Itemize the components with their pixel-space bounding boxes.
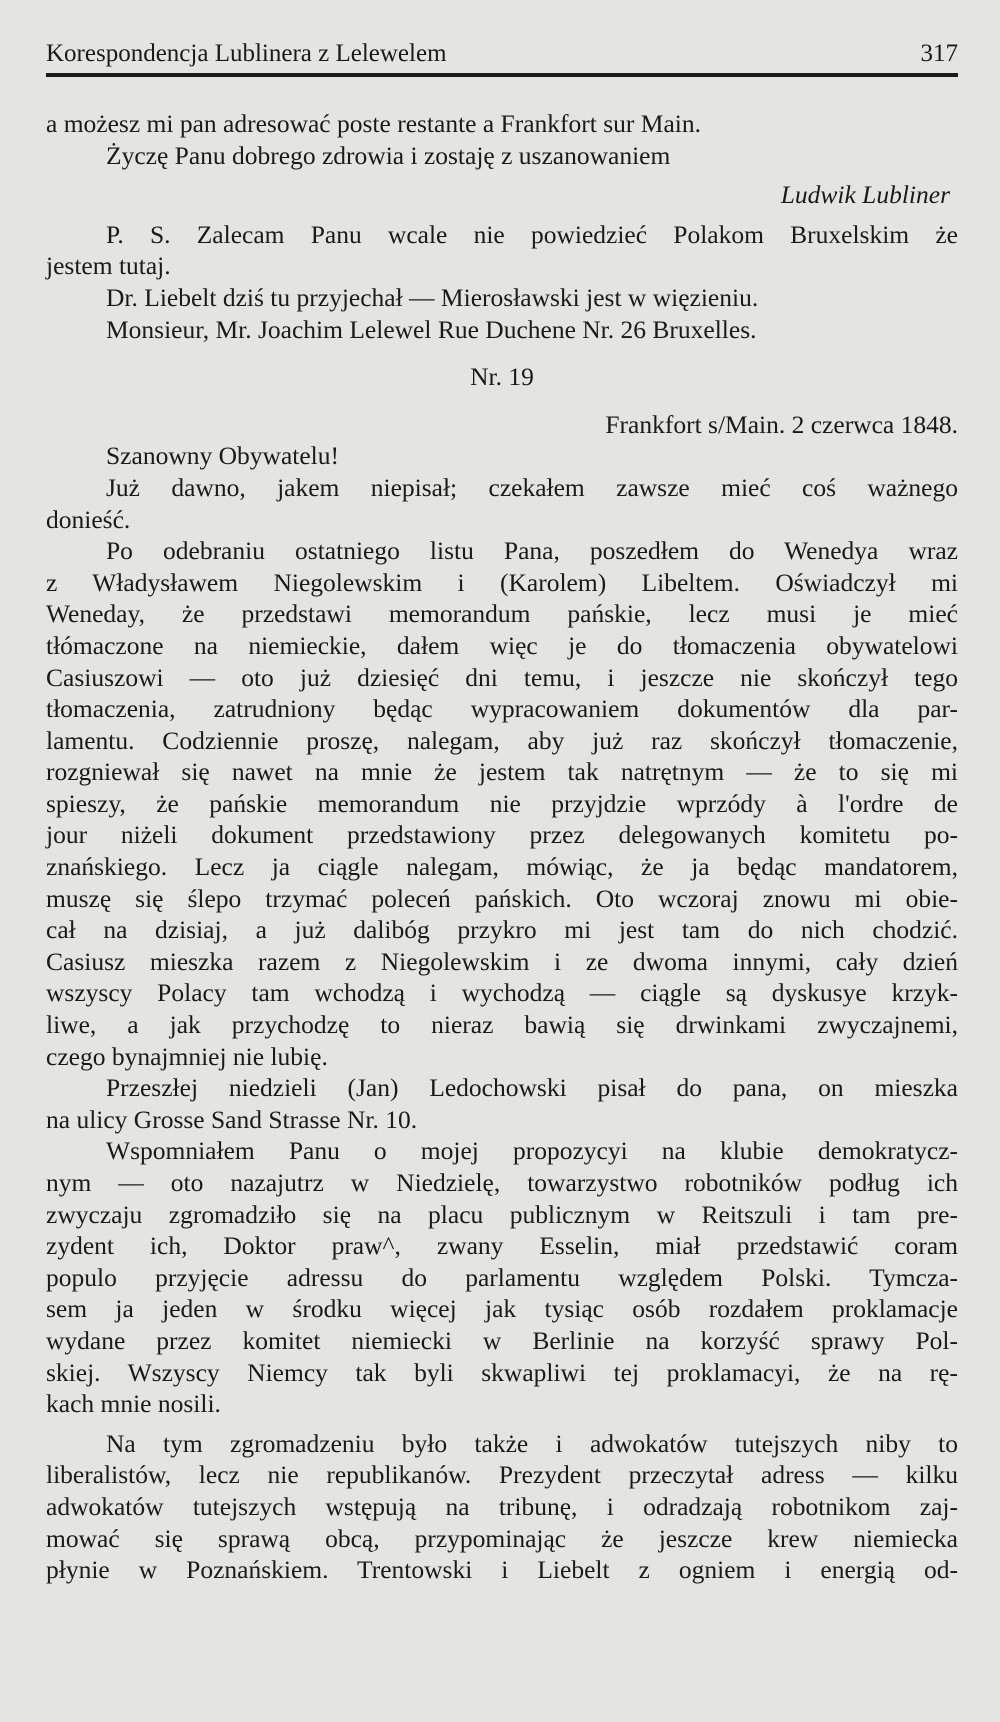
- salutation: Szanowny Obywatelu!: [106, 441, 339, 471]
- text-line: płynie w Poznańskiem. Trentowski i Liebelt z ogniem i energią od-: [46, 1555, 958, 1585]
- text-line: a możesz mi pan adresować poste restante a Frankfort sur Main.: [46, 109, 701, 138]
- text-line: mować się sprawą obcą, przypominając że jeszcze krew niemiecka: [46, 1523, 958, 1553]
- postscript-line: jestem tutaj.: [46, 251, 171, 281]
- text-line: populo przyjęcie adressu do parlamentu względem Polski. Tymcza-: [46, 1262, 958, 1292]
- text-line: muszę się ślepo trzymać poleceń pańskich. Oto wczoraj znowu mi obie-: [46, 883, 958, 913]
- text-line: liberalistów, lecz nie republikanów. Prezydent przeczytał adress — kilku: [46, 1460, 958, 1490]
- text-line: tłomaczenia, zatrudniony będąc wypracowaniem dokumentów dla par-: [46, 694, 958, 724]
- text-line: Już dawno, jakem niepisał; czekałem zawsze mieć coś ważnego: [106, 472, 958, 502]
- text-line: czego bynajmniej nie lubię.: [46, 1041, 328, 1071]
- text-line: wydane przez komitet niemiecki w Berlinie na korzyść sprawy Pol-: [46, 1325, 958, 1355]
- running-header: [46, 40, 958, 68]
- letter-body: [46, 472, 958, 1586]
- text-line: Na tym zgromadzeniu było także i adwokatów tutejszych niby to: [106, 1428, 958, 1458]
- text-line: wszyscy Polacy tam wchodzą i wychodzą — ciągle są dyskusye krzyk-: [46, 978, 958, 1008]
- postscript-line: Dr. Liebelt dziś tu przyjechał — Mierosławski jest w więzieniu.: [106, 282, 759, 312]
- text-line: Po odebraniu ostatniego listu Pana, poszedłem do Wenedya wraz: [106, 536, 958, 566]
- signature: Ludwik Lubliner: [780, 180, 950, 210]
- body-text: [46, 108, 958, 1586]
- text-line: na ulicy Grosse Sand Strasse Nr. 10.: [46, 1104, 418, 1134]
- address-line: Monsieur, Mr. Joachim Lelewel Rue Duchene Nr. 26 Bruxelles.: [106, 314, 757, 344]
- text-line: zwyczaju zgromadziło się na placu publicznym w Reitszuli i tam pre-: [46, 1199, 958, 1229]
- page-number: 317: [920, 40, 958, 67]
- text-line: Życzę Panu dobrego zdrowia i zostaję z uszanowaniem: [106, 140, 671, 170]
- text-line: jour niżeli dokument przedstawiony przez delegowanych komitetu po-: [46, 820, 958, 850]
- text-line: adwokatów tutejszych wstępują na tribunę, i odradzają robotnikom zaj-: [46, 1491, 958, 1521]
- text-line: Przeszłej niedzieli (Jan) Ledochowski pisał do pana, on mieszka: [106, 1073, 958, 1103]
- place-date: Frankfort s/Main. 2 czerwca 1848.: [605, 409, 958, 439]
- running-title: Korespondencja Lublinera z Lelewelem: [46, 40, 447, 67]
- text-line: liwe, a jak przychodzę to nieraz bawią się drwinkami zwyczajnemi,: [46, 1010, 958, 1040]
- text-line: spieszy, że pańskie memorandum nie przyjdzie wprzódy à l'ordre de: [46, 788, 958, 818]
- text-line: nym — oto nazajutrz w Niedzielę, towarzystwo robotników podług ich: [46, 1168, 958, 1197]
- header-rule: [46, 73, 958, 77]
- text-line: sem ja jeden w środku więcej jak tysiąc osób rozdałem proklamacje: [46, 1294, 958, 1324]
- text-line: znańskiego. Lecz ja ciągle nalegam, mówiąc, że ja będąc mandatorem,: [46, 852, 958, 882]
- text-line: Wspomniałem Panu o mojej propozycyi na klubie demokratycz-: [106, 1136, 958, 1166]
- text-line: Weneday, że przedstawi memorandum pańskie, lecz musi je mieć: [46, 599, 958, 629]
- text-line: Casiuszowi — oto już dziesięć dni temu, i jeszcze nie skończył tego: [46, 662, 958, 692]
- text-line: Casiusz mieszka razem z Niegolewskim i ze dwoma innymi, cały dzień: [46, 946, 958, 976]
- text-line: rozgniewał się nawet na mnie że jestem tak natrętnym — że to się mi: [46, 757, 958, 787]
- text-line: tłómaczone na niemieckie, dałem więc je do tłomaczenia obywatelowi: [46, 630, 958, 660]
- text-line: kach mnie nosili.: [46, 1389, 221, 1419]
- postscript-line: P. S. Zalecam Panu wcale nie powiedzieć Polakom Bruxelskim że: [106, 219, 958, 249]
- text-line: lamentu. Codziennie proszę, nalegam, aby już raz skończył tłomaczenie,: [46, 725, 958, 755]
- text-line: donieść.: [46, 504, 131, 534]
- text-line: cał na dzisiaj, a już dalibóg przykro mi jest tam do nich chodzić.: [46, 915, 958, 945]
- text-line: skiej. Wszyscy Niemcy tak byli skwapliwi tej proklamacyi, że na rę-: [46, 1357, 958, 1387]
- text-line: zydent ich, Doktor praw^, zwany Esselin, miał przedstawić coram: [46, 1231, 958, 1261]
- text-line: z Władysławem Niegolewskim i (Karolem) Libeltem. Oświadczył mi: [46, 567, 958, 597]
- letter-number: Nr. 19: [470, 362, 534, 392]
